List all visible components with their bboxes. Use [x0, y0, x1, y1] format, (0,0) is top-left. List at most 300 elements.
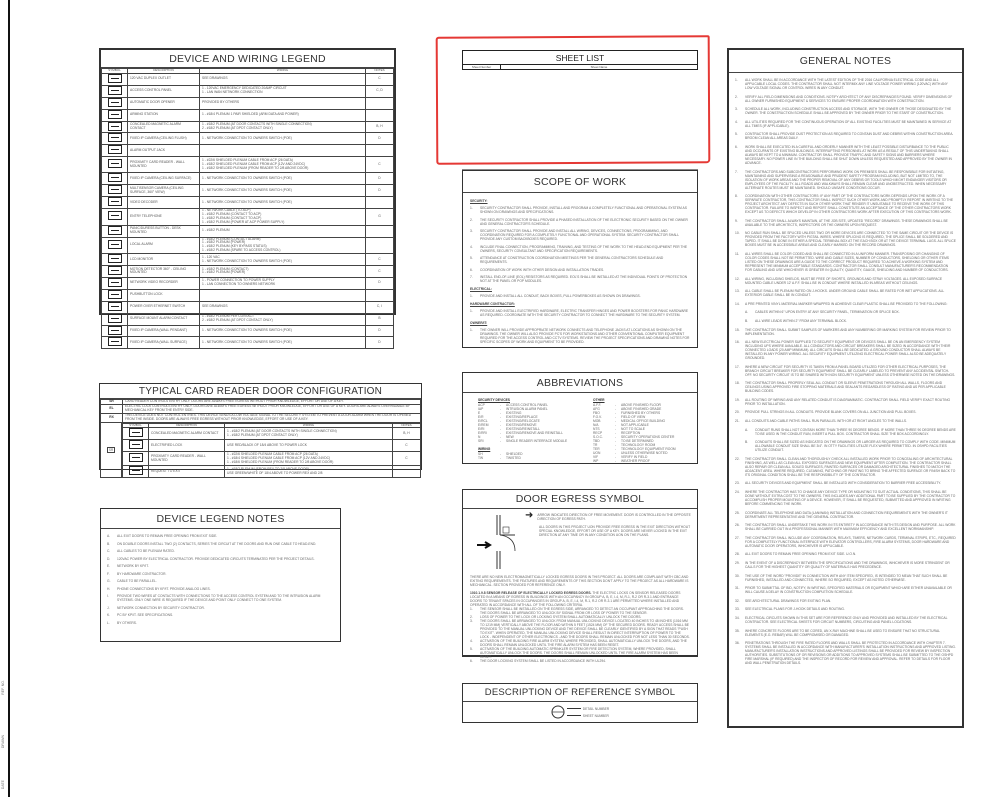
note-text: ALL ROUTING OF WIRING AND ANY RELATED CONDUIT IS DIAGRAMMATIC. CONTRACTOR SHALL FIELD VERIFY EXACT ROUTING PRIOR TO INSTALLATION. [745, 397, 951, 406]
egress-para1: THERE ARE NO NEW ELECTROMAGNETICALLY LOCKED EGRESS DOORS IN THIS PROJECT. ALL DOORS ARE COMPLIANT WITH CBC AND EXITING REQUIREMENTS. THE FEATURES AND REQUIREMENTS OF THIS SECTION DON'T APPLY TO THE PROJECT AS ALL HARDWARE IS MECHANICAL. SECTION PROVIDED FOR REFERENCE ONLY. [470, 575, 689, 587]
card-reader-title: TYPICAL CARD READER DOOR CONFIGURATION [100, 384, 421, 399]
abbr-key: MOB [593, 419, 601, 423]
wiring-line: 1 - #18/2 PLENUM (CONTACT TO ACP) [202, 211, 262, 216]
wiring-line: 1 - #18/2 PLENUM (KEY BYPASS STATUS) [202, 244, 267, 249]
subitem-text: CONDUIT RUNS SHALL NOT CONTAIN MORE THAN THREE 90 DEGREE BENDS. IF MORE THAN THREE 90 DEGREE BENDS ARE TO BE USED IN THE CONDUIT RUN, INSERT A PULL BOX. CONTRACTOR SHALL SIZE THE BOX ACCORDINGLY. [755, 427, 956, 436]
device-symbol-icon [108, 197, 122, 206]
general-note-item [735, 170, 956, 190]
abbr-key: N [478, 435, 481, 439]
general-note-item [735, 616, 956, 624]
table-row [102, 266, 394, 278]
device-symbol-icon [102, 173, 128, 185]
scope-item [470, 229, 690, 241]
abbr-desc: NOT APPLICABLE [621, 423, 649, 427]
item-number: 2. [470, 217, 473, 222]
wiring-line: 1 - NETWORK CONNECTION TO OWNERS SWITCH (POE) [202, 339, 292, 344]
note-text: THE CONTRACTOR SHALL INCLUDE ANY COORDINATION, RELAYS, TIMERS, NETWORK CARDS, TERMINAL STRIPS, ETC., REQUIRED FOR A COMPLETELY FUNCTIONAL INTERFACE WITH ELEVATOR CONTROLLERS, FIRE ALARM SYSTEMS, DOOR HARDWARE AND AUTOMATIC DOOR OPERATORS, WHICHEVER IS APPLICABLE. [745, 535, 956, 548]
item-text: SECURITY CONTRACTOR SHALL PROVIDE AND INSTALL ALL WIRING, DEVICES, CONNECTIONS, PROGRAMMING, AND COORDINATION REQUIRED FOR A COMPLETELY FUNCTIONAL AND OPERATIONAL SYSTEM. SECURITY CONTRACTOR SHALL PROVIDE ANY CUSTOM BACKBOXES REQUIRED. [480, 229, 679, 241]
device-symbol-icon [108, 254, 122, 263]
device-description: ALARM OUTPUT JACK [128, 145, 200, 157]
wiring-line: 1 - NETWORK CONNECTION TO OWNERS SWITCH (POE) [202, 199, 292, 204]
abbr-dash: - [500, 431, 502, 435]
wiring-line: 1 - 120VAC EMERGENCY DEDICATED 20AMP CIRCUIT [202, 86, 287, 91]
note-number: 24. [735, 490, 740, 495]
wiring-line: 1 - #22/6 SHIELDED PLENUM CABLE FROM ACP (26 DATA) [202, 157, 293, 162]
item-text: THE SECURITY CONTRACTOR SHALL PROVIDE A PHASED INSTALLATION OF THE ELECTRONIC SECURITY BASED ON THE OWNER AND GENERAL CONTRACTOR'S SCHEDULE. [480, 217, 688, 226]
subitem-letter: B. [745, 440, 749, 445]
device-symbol-icon [108, 159, 122, 168]
abbr-dash: - [615, 459, 617, 463]
subitem-text: CABLES WITHIN 6" UPON ENTRY AT ANY SECURITY PANEL, TERMINATION OR SPLICE BOX. [755, 310, 900, 315]
device-symbol-icon [102, 85, 128, 97]
table-row [102, 325, 394, 337]
device-notes [366, 109, 394, 121]
note-text: IN THE EVENT OF A DISCREPANCY BETWEEN THE SPECIFICATIONS AND THE DRAWINGS, WHICHEVER IS MORE STRINGENT OR CALLS FOR THE HIGHEST QUANTITY OR QUALITY OF MATERIALS HAS PRECEDENCE. [745, 561, 950, 569]
mode-row [101, 413, 421, 422]
wiring-line: 1 - #18/2 PLENUM (AT DPDT CONTACT ONLY) [227, 432, 298, 437]
device-symbol-icon [102, 313, 128, 325]
device-notes [366, 197, 394, 209]
general-note-subitem [735, 428, 956, 436]
wiring-line: 1 - #18/4 PLENUM 1 PAIR SHIELDED (ARM DATA AND POWER) [202, 112, 299, 117]
device-symbol-icon [102, 145, 128, 157]
wiring-line: 1 - LAN WAN NETWORK CONNECTION [202, 90, 263, 95]
device-legend-notes [100, 508, 341, 642]
device-wiring [200, 145, 366, 157]
wiring-line: 1 - #18/2 PLENUM (POWER) [202, 240, 246, 245]
wiring-line: 1 - LAN CONNECTION TO OWNERS NETWORK [202, 282, 276, 287]
note-text: THE CONTRACTOR SHALL ALWAYS MAINTAIN, AT THE JOB SITE, UPDATED "RECORD" DRAWINGS. THESE DRAWINGS SHALL BE AVAILABLE TO THE ARCHITECTS, INSPECTORS OR THE OWNERS UPON REQUEST. [745, 218, 948, 227]
note-number: 13. [735, 289, 740, 294]
criterion-text: LOSS OF POWER TO THE LOCK OR LOCKING SYSTEM SHALL AUTOMATICALLY UNLOCK THE DOORS. [480, 615, 642, 619]
scope-of-work [462, 170, 698, 348]
table-row [102, 185, 394, 197]
scope-items [470, 328, 690, 344]
wiring-line: 1 - POWER CONNECTION TO POWER SUPPLY [202, 278, 275, 283]
abbr-desc: ACCESS CONTROL PANEL [506, 403, 548, 407]
general-note-item [735, 574, 956, 582]
note-text: PENETRATIONS THROUGH THE FIRE RATED FLOORS AND WALLS SHALL BE PROTECTED IN ACCORDANCE WITH CHAPTER 7. SYSTEMS SHALL BE INSTALLED IN ACCORDANCE WITH MANUFACTURER'S INSTALLATION INSTRUCTIONS AND APPROVED LISTING. MANUFACTURER'S INSTALLATION INSTRUCTIONS AND APPROVED LISTINGS SHALL BE PROVIDED FOR REVIEW BY INSPECTION AUTHORITIES. SUBSTITUTIONS OF OR REVISIONS OR ADDITIONS TO APPROVED SYSTEMS SHALL BE SUBMITTED TO THE OSHPD FIRE MARSHAL (IF REQUIRED) AND THE INSPECTOR OF RECORD FOR REVIEW AND APPROVAL. REFER TO DETAILS FOR FLOOR AND WALL PENETRATION DETAILS. [745, 641, 956, 666]
note-text: CONTRACTOR SHALL PROVIDE DUST PROTECTION AS REQUIRED TO CONTAIN DUST AND DEBRIS WITHIN CONSTRUCTION AREA. BROOM CLEAN ALL AREAS DAILY. [745, 132, 954, 141]
note-number: 10. [735, 231, 740, 236]
item-text: PROVIDE AND INSTALL ELECTRIFIED HARDWARE, ELECTRIC TRANSFER HINGES AND POWER BOOSTERS FOR PANIC HARDWARE AS REQUIRED. COORDINATE WITH THE SECURITY CONTRACTOR TO CONNECT THE HARDWARE TO THE SECURITY SYSTEM. [480, 309, 689, 317]
abbr-group-heading: OTHER [593, 398, 605, 402]
note-number: 25. [735, 510, 740, 515]
abbr-dash: - [615, 439, 617, 443]
device-notes: C [393, 440, 421, 452]
general-note-item [735, 95, 956, 103]
abbr-desc: EXISTING/REPLACE [506, 415, 538, 419]
abbr-dash: - [500, 415, 502, 419]
legend-note-item [107, 606, 334, 610]
abbreviations [462, 372, 698, 464]
abbr-dash: - [615, 403, 617, 407]
abbr-dash: - [615, 411, 617, 415]
note-text: CABLE TO BE PARALLEL. [117, 579, 157, 583]
device-description: ELECTRIFIED LOCK [149, 440, 225, 452]
note-number: 28. [735, 552, 740, 557]
note-text: SEE ARCHITECTURAL DRAWINGS FOR EXITING PLAN. [745, 598, 832, 603]
abbr-key: WP [593, 459, 599, 463]
note-text: THE USE OF THE WORD "PROVIDE" IN CONNECTION WITH ANY ITEM SPECIFIED, IS INTENDED TO MEAN THAT SUCH SHALL BE FURNISHED, INSTALLED AND CONNECTED, WHERE SO REQUIRED, EXCEPT AS NOTED OTHERWISE. [745, 573, 948, 582]
device-description: MULTISENSOR CAMERA (CEILING SURFACE, 360° VIEW) [128, 185, 200, 197]
abbr-key: TER [593, 447, 600, 451]
general-note-item [735, 231, 956, 247]
note-number: 2. [735, 94, 738, 99]
device-description: PROXIMITY CARD READER - WALL MOUNTED [128, 157, 200, 173]
note-number: 19. [735, 397, 740, 402]
table-row [123, 466, 421, 478]
device-symbol-icon [129, 440, 143, 449]
abbr-key: RECP [593, 431, 603, 435]
device-symbol-icon [108, 290, 122, 299]
general-note-item [735, 410, 956, 414]
general-note-item [735, 641, 956, 665]
note-text: WORK SHALL BE EXECUTED IN A CAREFUL AND ORDERLY MANNER WITH THE LEAST POSSIBLE DISTURBANCE TO THE PUBLIC AND OCCUPANTS OF EXISTING BUILDINGS. INTERRUPTING PERSONNEL AT WORK AS A RESULT OF THIS UNDERTAKING SHALL ALWAYS BE KEPT TO A MINIMUM. CONTRACTOR SHALL PROVIDE TRAFFIC AND SAFETY SIGNS AND BARRIERS WHERE NECESSARY. NO POWER LINE IN THE BUILDING SHALL BE SHUT DOWN UNLESS REQUESTED AND APPROVED BY THE OWNER IN ADVANCE. [745, 144, 952, 165]
note-text: THE CONTRACTOR SHALL CLEAN AND THOROUGHLY CHECK ALL INSTALLED WORK PRIOR TO CONCEALING OF ARCHITECTURAL FINISHING, AS WELL AS CLEAN ALL EXPOSED SURFACES AND NEW EQUIPMENT AFTER COMPLETION. THE CONTRACTOR SHALL ALSO REPAIR OR CLEAN ALL SOILED SURFACES, PAINTED SURFACES OR DAMAGED ARCHITECTURAL FINISHES TO MATCH THE ADJACENT AREA. WHERE REQUIRED, CLEANING, PATCHING OR PAINTING TO BRING THE AFFECTED SURFACE OR FINISH BACK TO ITS ORIGINAL CONDITION SHALL BE THE RESPONSIBILITY OF THE CONTRACTOR. [745, 456, 956, 477]
legend-note-item [107, 564, 334, 568]
device-notes: C [366, 266, 394, 278]
item-number: 3. [470, 229, 473, 233]
note-number: 16. [735, 340, 740, 345]
abbr-key: E/RRI [478, 431, 487, 435]
col-wiring: WIRING [200, 69, 366, 74]
note-number: 9. [735, 218, 738, 223]
note-number: 22. [735, 456, 740, 461]
device-symbol-icon [129, 466, 143, 475]
criterion-text: ACTIVATION OF THE BUILDING AUTOMATIC SPRINKLER SYSTEM OR FIRE DETECTION SYSTEM, WHERE PROVIDED, SHALL AUTOMATICALLY UNLOCK THE DOORS. THE DOORS SHALL REMAIN UNLOCKED UNTIL THE FIRE ALARM SYSTEM HAS BEEN RESET. [480, 647, 678, 659]
table-row [102, 85, 394, 97]
general-note-item [735, 511, 956, 519]
note-text: ALL CABLES TO BE PLENUM RATED. [117, 549, 175, 553]
col-symbol: SYMBOL [123, 423, 149, 428]
device-symbol-icon [102, 325, 128, 337]
device-symbol-icon [102, 266, 128, 278]
device-description: MOTION DETECTOR 360° - CEILING MOUNTED [128, 266, 200, 278]
general-note-subitem [735, 319, 956, 323]
egress-para2: THE ELECTRIC LOCKS ON SENSOR RELEASED DOORS LOCATED IN A MEANS OF EGRESS IN BUILDINGS WITH AN OCCUPANCY IN GROUP A, B, E, I-4, M, R-1, R-2 OR R-3.1 AND ENTRANCE DOORS TO TENANT SPACES IN OCCUPANCIES IN GROUP A, B, E, I-4, M, R-1, R-2 OR R-3.1 ARE PERMITTED WHERE INSTALLED AND OPERATED IN ACCORDANCE WITH ALL OF THE FOLLOWING CRITERIA. [470, 591, 681, 607]
abbr-dash: - [500, 423, 502, 427]
device-wiring-legend [99, 48, 396, 344]
sheet-list [462, 50, 698, 70]
table-row [102, 157, 394, 173]
scope-section-heading: SECURITY: [470, 199, 488, 203]
criterion-text: THE DOOR LOCKING SYSTEM SHALL BE LISTED IN ACCORDANCE WITH UL294. [480, 659, 606, 663]
device-wiring [200, 73, 366, 85]
detail-number-label: DETAIL NUMBER [582, 706, 610, 711]
device-symbol-icon [108, 133, 122, 142]
device-symbol-icon [102, 109, 128, 121]
table-row [102, 208, 394, 225]
abbr-desc: TECHNOLOGY EQUIPMENT ROOM [621, 447, 676, 451]
legend-note-item [107, 613, 334, 617]
scope-section-heading: HARDWARE CONTRACTOR: [470, 302, 515, 306]
scope-title: SCOPE OF WORK [463, 171, 697, 193]
device-symbol-icon [102, 97, 128, 109]
device-notes: B, H [393, 428, 421, 440]
item-number: 7. [470, 275, 473, 279]
note-text: A PRE PRINTED VINYL MATERIAL MARKER WRAPPED IN ADHESIVE CLEAR PLASTIC SHALL BE PROVIDED TO THE FOLLOWING: [745, 301, 948, 306]
subitem-text: CONDUITS SHALL BE SIZED AS INDICATED ON THE DRAWINGS OR LARGER AS REQUIRED TO COMPLY WITH CODE. MINIMUM ALLOWABLE CONDUIT SIZE SHALL BE 3/4". IN OTTY FACILITIES UTILIZE FLEX WHERE PERMITTED. IN OSHPD FACILITIES UTILIZE CONDUIT. [755, 440, 956, 453]
card-reader-modes [100, 399, 421, 423]
device-description: NETWORK VIDEO RECORDER [128, 277, 200, 289]
wiring-line: 1 - #18/2 PLENUM (AT DOOR CONTACTS WITH SINGLE CONNECTION) [202, 122, 312, 127]
device-description: PANIC/DURESS BUTTON - DESK MOUNTED [128, 225, 200, 237]
note-text: PROVIDE TWO WIRES AT CONTACTS WITH CONNECTIONS TO THE ACCESS CONTROL SYSTEM AND TO THE INTRUSION ALARM SYSTEMS. ONLY ONE WIRE IS REQUIRED IF THE DEVICE AND POINT ONLY CONNECT TO ONE SYSTEM. [117, 594, 321, 602]
item-number: 1. [470, 309, 473, 313]
note-letter: L. [107, 620, 110, 625]
device-symbol-icon [123, 428, 149, 440]
table-row [102, 133, 394, 145]
general-note-item [735, 523, 956, 531]
abbr-dash: - [500, 411, 502, 415]
abbr-key: S.O.C. [593, 435, 603, 439]
item-text: COORDINATION OF WORK WITH OTHER DESIGN AND INSTALLATION TRADES. [480, 267, 605, 272]
device-description: ENTRY TELEPHONE [128, 208, 200, 225]
wiring-line: 1 - #22/6 SHIELDED PLENUM CABLE FROM ACP (26 DATA) [227, 451, 318, 456]
abbr-dash: - [500, 427, 502, 431]
note-number: 3. [735, 107, 738, 112]
sheet-list-title: SHEET LIST [463, 51, 697, 65]
scope-items [470, 206, 690, 283]
abbr-key: TR [593, 443, 598, 447]
mode-text: ELECTRIC LOCK CONTROLS ENTRY ONLY. DOORS ARE ALWAYS FREE EGRESS WITHOUT PRIOR KNOWLEDGE, EFFORT OR USE OF A KEY. DOORS ARE ALWAYS OVERRIDABLE BY MECHANICAL KEY FROM THE ENTRY SIDE. [123, 404, 421, 413]
device-symbol-icon [102, 237, 128, 254]
device-wiring [200, 266, 366, 278]
scope-items [470, 309, 690, 317]
item-number: 5. [470, 256, 473, 260]
abbr-dash: - [615, 423, 617, 427]
criterion-text: THE SENSOR SHALL BE INSTALLED ON THE EGRESS SIDE, ARRANGED TO DETECT AN OCCUPANT APPROACHING THE DOORS. THE DOORS SHALL BE ARRANGED TO UNLOCK BY SIGNAL FROM OR LOSS OF POWER TO THE SENSOR. [480, 607, 684, 615]
general-note-item [735, 289, 956, 297]
abbr-desc: TECHNOLOGY ROOM [621, 443, 656, 447]
note-letter: J. [107, 605, 110, 610]
note-text: 120VAC POWER BY ELECTRICAL CONTRACTOR. PROVIDE DEDICATED CIRCUITS TERMINATED PER THE PROJECT DETAILS. [117, 556, 315, 561]
table-row [102, 313, 394, 325]
abbr-dash: - [615, 455, 617, 459]
device-symbol-icon [108, 110, 122, 119]
table-row [102, 254, 394, 266]
criterion-number: 6. [470, 659, 473, 663]
general-note-item [735, 340, 956, 360]
door-egress-symbol [462, 489, 698, 663]
wiring-line: 1 - #18/2 PLENUM (CONTACT ALARM) [202, 236, 261, 241]
note-letter: C. [107, 549, 111, 553]
wiring-line: 1 - NETWORK CONNECTION TO OWNERS SWITCH (POE) [202, 258, 292, 263]
scope-item [470, 328, 690, 344]
legend-note-item [107, 579, 334, 583]
mode-code: RX [101, 413, 123, 422]
device-notes: D [366, 325, 394, 337]
general-note-item [735, 419, 956, 423]
note-number: 12. [735, 276, 740, 281]
abbr-key: E/RI [478, 427, 485, 431]
general-note-item [735, 132, 956, 140]
abbr-key: ACP [478, 403, 485, 407]
note-letter: G. [107, 579, 111, 583]
device-wiring [200, 325, 366, 337]
note-letter: H. [107, 586, 111, 591]
device-notes [366, 237, 394, 254]
device-symbol-icon [108, 185, 122, 194]
device-description: 120 VAC DUPLEX OUTLET [128, 73, 200, 85]
wiring-line: 1 - #18/2 PLENUM PER CONTACT [202, 314, 254, 319]
abbr-dash: - [615, 447, 617, 451]
device-wiring [200, 254, 366, 266]
note-number: 15. [735, 327, 740, 332]
abbr-key: E [478, 411, 481, 415]
note-number: 20. [735, 410, 740, 415]
general-note-item [735, 561, 956, 569]
table-row [102, 197, 394, 209]
egress-criterion [470, 659, 690, 663]
scope-items [470, 294, 690, 298]
device-symbol-icon [102, 254, 128, 266]
col-description: DESCRIPTION [128, 69, 200, 74]
general-note-item [735, 536, 956, 548]
abbr-desc: NOT TO SCALE [621, 427, 646, 431]
device-symbol-icon [102, 157, 128, 173]
abbr-dash: - [500, 435, 502, 439]
note-text: ALL WIRES SHALL BE COLOR CODED AND SHALL BE CONNECTED IN A UNIFORM MANNER. TRANSPOSING OR CHANGING OF COLOR CODES SHALL NOT BE PERMITTED. WIRE AND CABLE SIZES, NUMBER OF CONDUCTORS, SHIELDING OR OTHER ITEMS LISTED ON THESE DRAWINGS ARE A GUIDE TO THE CORRECT PRODUCT REQUIRED TO ACHIEVE A WORKING SYSTEM AND REPRESENT THE MINIMUM ACCEPTABLE STANDARDS. CONTRACTOR SHALL CONSULT MANUFACTURER'S RECOMMENDATION FOR CABLING AND USE WHICHEVER IS GREATER IN QUALITY, QUANTITY, GAUGE, SHIELDING AND NUMBER OF CONDUCTORS. [745, 251, 950, 272]
scope-item [470, 309, 690, 317]
table-row [102, 97, 394, 109]
col-description: DESCRIPTION [149, 423, 225, 428]
device-description: PROXIMITY CARD READER - WALL MOUNTED [149, 452, 225, 466]
device-description: FIXED IP CAMERA (WALL PENDANT) [128, 325, 200, 337]
general-note-item [735, 107, 956, 115]
table-row [102, 337, 394, 349]
general-note-item [735, 277, 956, 285]
abbr-desc: TO BE DETERMINED [621, 439, 654, 443]
item-text: THE OWNER WILL PROVIDE APPROPRIATE NETWORK CONNECTS AND TELEPHONE JACKS AT LOCATIONS AS SHOWN ON THE DRAWINGS. THE OWNER WILL ALSO PROVIDE PC'S FOR WORKSTATIONS AND OTHER CONVENTIONAL COMPUTER EQUIPMENT REQUIRED FOR THE ACCESS CONTROL AND CCTV SYSTEMS. REVIEW THE PROJECT SPECIFICATIONS AND DRAWING NOTES FOR SPECIFIC SCOPES OF WORK AND EQUIPMENT TO BE PROVIDED. [480, 328, 690, 344]
note-text: ALL WORK SHALL BE IN ACCORDANCE WITH THE LATEST EDITION OF THE 2016 CALIFORNIA ELECTRICAL CODE AND ALL APPLICABLE LOCAL CODES. THE CONTRACTOR SHALL NOT INTERMIX ANY LINE VOLTAGE POWER WIRING (120VAC) WITH ANY LOW VOLTAGE SIGNAL OR CONTROL WIRES IN ANY CONDUIT. [745, 78, 948, 90]
note-text: NO CABLE RUN SHALL BE SPLICED UNLESS TWO OR MORE DEVICES ARE CONNECTED TO THE SAME CIRCUIT OR THE DEVICE IS PROVIDED FROM THE FACTORY WITH PIGTAIL WIRES. WHERE SPLICING IS REQUIRED, THE SPLICE SHALL BE SOLDERED AND TAPED. IT SHALL BE DONE IN EITHER A SPECIAL TERMINAL BOX AT THE EACH BOX OR AT THE DEVICE TERMINAL LUGS. ALL SPLICE BOXES MUST BE IN ACCESSIBLE AREAS AND CLEARLY MARKED ON THE RECORD DRAWINGS. [745, 231, 956, 248]
general-note-subitem [735, 440, 956, 452]
device-symbol-icon [123, 466, 149, 478]
device-notes: C [366, 254, 394, 266]
device-notes: D [366, 277, 394, 289]
general-note-item [735, 552, 956, 556]
table-row [102, 173, 394, 185]
abbr-dash: - [500, 439, 502, 443]
wiring-line: 1 - #18/2 PLENUM (FROM REX TO 2/8 ABOVE DOOR) [227, 466, 309, 471]
criterion-number: 3. [470, 619, 473, 623]
device-wiring [225, 452, 393, 466]
scope-item [470, 218, 690, 226]
legend-note-item [107, 557, 334, 561]
device-symbol-icon [102, 208, 128, 225]
mode-code: SR [101, 400, 123, 405]
device-symbol-icon [108, 240, 122, 249]
abbr-key: FBO [593, 411, 600, 415]
note-text: VERIFY ALL FIELD DIMENSIONS AND CONDITIONS. NOTIFY ARCHITECT OF ANY DISCREPANCIES FOUND. VERIFY DIMENSIONS OF ALL OWNER FURNISHED EQUIPMENT & SERVICES TO ENSURE PROPER COORDINATION WITH CONSTRUCTION. [745, 94, 953, 103]
device-notes [366, 225, 394, 237]
wiring-line: 1 - NETWORK CONNECTION TO OWNERS SWITCH (POE) [202, 187, 292, 192]
card-reader-table [122, 423, 421, 479]
abbr-desc: ABOVE FINISHED FLOOR [621, 403, 661, 407]
abbr-dash: - [500, 407, 502, 411]
reference-title: DESCRIPTION OF REFERENCE SYMBOL [463, 684, 697, 702]
note-number: 7. [735, 169, 738, 174]
general-notes [727, 48, 964, 728]
note-text: THE CONTRACTORS AND SUBCONTRACTORS PERFORMING WORK ON PREMISES SHALL BE RESPONSIBLE FOR INITIATING, MAINTAINING AND SUPERVISING A REASONABLE AND PRUDENT SAFETY PROGRAM INCLUDING, BUT NOT LIMITED TO, THE ISOLATION OF WORK AREAS AND THE PROPER REMOVAL OF ANY DEBRIS OR TOOLS WHICH MIGHT ENDANGER VISITORS OR EMPLOYEES OF THE FACILITY. ALL ROADS AND WALKWAYS SHALL REMAIN CLEAR AND UNOBSTRUCTED. WHEN NECESSARY ALTERNATE ROUTES MUST BE MAINTAINED. SHOULD UNSAFE CONDITIONS OCCUR. [745, 169, 947, 190]
note-text: PC BY KP/IT. SEE SPECIFICATIONS. [117, 613, 174, 617]
egress-arrow-text: ARROW INDICATES DIRECTION OF FREE MOVEMENT. DOOR IS CONTROLLED IN THE OPPOSITE DIRECTION OF EGRESS PATH. [537, 513, 691, 521]
device-notes [366, 97, 394, 109]
abbr-dash: - [500, 419, 502, 423]
left-margin-strip [0, 0, 10, 797]
note-text: WHERE THE CONTRACTOR HAS TO CHANGE ANY DEVICE TYPE OR MOUNTING TO SUIT ACTUAL CONDITIONS, THIS SHALL BE DONE WITHOUT EXTRA COST TO THE OWNERS. THIS INCLUDES ANY ADDITIONAL PART TO BE SUPPLIED BY THE CONTRACTOR TO ACCOMPLISH PROPER MOUNTING OF A DEVICE. HOWEVER, IT SHALL BE REQUESTED, SUBMITTED AND APPROVED IN WRITING BEFORE COMMENCING THE WORK. [745, 490, 956, 507]
abbr-row [478, 456, 593, 460]
scope-item [470, 206, 690, 214]
general-note-item [735, 219, 956, 227]
item-number: 1. [470, 206, 473, 210]
abbr-key: SH [478, 452, 483, 456]
note-number: 29. [735, 561, 740, 565]
note-text: THE CONTRACTOR SHALL PROPERLY SEAL ALL CONDUIT OR SLEEVE PENETRATIONS THROUGH ALL WALLS, FLOORS AND CEILINGS USING APPROVED FIRE STOPPING MATERIALS AND SEALANTS REGARDLESS OF RATING AND AS PER APPLICABLE BUILDING CODES. [745, 381, 946, 394]
general-notes-title: GENERAL NOTES [729, 50, 962, 73]
abbr-desc: FIELD OF VIEW [621, 415, 646, 419]
note-letter: I. [107, 594, 109, 598]
device-notes: D [366, 133, 394, 145]
abbr-dash: - [615, 435, 617, 439]
mode-code: EL [101, 404, 123, 413]
legend-note-item [107, 594, 334, 602]
device-symbol-icon [123, 452, 149, 466]
egress-para2-lead: 1010.1.9.8 SENSOR RELEASE OF ELECTRICALLY LOCKED EGRESS DOORS. [470, 591, 592, 595]
device-description: FIXED IP CAMERA (WALL SURFACE) [128, 337, 200, 349]
criterion-number: 4. [470, 639, 473, 643]
criterion-text: ACTIVATION OF THE BUILDING FIRE ALARM SYSTEM, WHERE PROVIDED, SHALL AUTOMATICALLY UNLOCK THE DOORS, AND THE DOORS SHALL REMAIN UNLOCKED UNTIL THE FIRE ALARM SYSTEM HAS BEEN RESET. [480, 639, 687, 647]
table-row [102, 73, 394, 85]
abbr-key: E/R [478, 415, 484, 419]
item-text: ATTENDANCE AT CONSTRUCTION COORDINATION MEETINGS PER THE GENERAL CONTRACTORS SCHEDULE AND REQUIREMENTS. [480, 256, 664, 264]
device-symbol-icon [108, 314, 122, 323]
device-symbol-icon [102, 133, 128, 145]
abbr-desc: INTRUSION ALARM PANEL [506, 407, 548, 411]
note-text: ALL EXIT DOORS TO REMAIN FREE OPENING FROM EXIT SIDE. U.O.N. [745, 552, 857, 557]
device-wiring [200, 185, 366, 197]
note-letter: D. [107, 556, 111, 561]
device-symbol-icon [123, 440, 149, 452]
general-note-item [735, 457, 956, 477]
wiring-line: 1 - #18/2 PLENUM (POWER) [202, 270, 246, 275]
col-sheet-number: Sheet Number [463, 65, 501, 69]
abbr-key: UON [593, 451, 601, 455]
table-row [102, 301, 394, 313]
abbreviations-title: ABBREVIATIONS [463, 373, 697, 393]
general-note-item [735, 381, 956, 393]
device-notes: C [393, 452, 421, 466]
device-notes: D [366, 337, 394, 349]
note-number: 35. [735, 628, 740, 633]
mode-text: THIS DEVICE DOES NOT CONTROL ENTRIES. THIS DEVICE SENDS A LOW VOLTAGE SIGNAL TO THE SECURITY SYSTEM TO PREVENT A DOOR ALARM WHEN THE DOOR IS OPENED FROM THE INSIDE. DOORS ARE ALWAYS FREE EGRESS WITHOUT PRIOR KNOWLEDGE, EFFORT OR USE OF A KEY. [123, 413, 421, 422]
device-wiring [200, 97, 366, 109]
note-number: 34. [735, 615, 740, 620]
wiring-line: 1 - #18/2 PLENUM (AT DOOR CONTACTS WITH SINGLE CONNECTION) [227, 428, 337, 433]
device-description: AUTOMATIC DOOR OPENER [128, 97, 200, 109]
abbr-desc: TWISTED [506, 456, 521, 460]
note-number: 14. [735, 301, 740, 306]
general-note-item [735, 78, 956, 90]
mode-row [101, 404, 421, 413]
note-number: 30. [735, 573, 740, 578]
criterion-number: 2. [470, 615, 473, 619]
egress-criterion [470, 639, 690, 647]
table-row [102, 289, 394, 301]
note-number: 31. [735, 586, 740, 591]
